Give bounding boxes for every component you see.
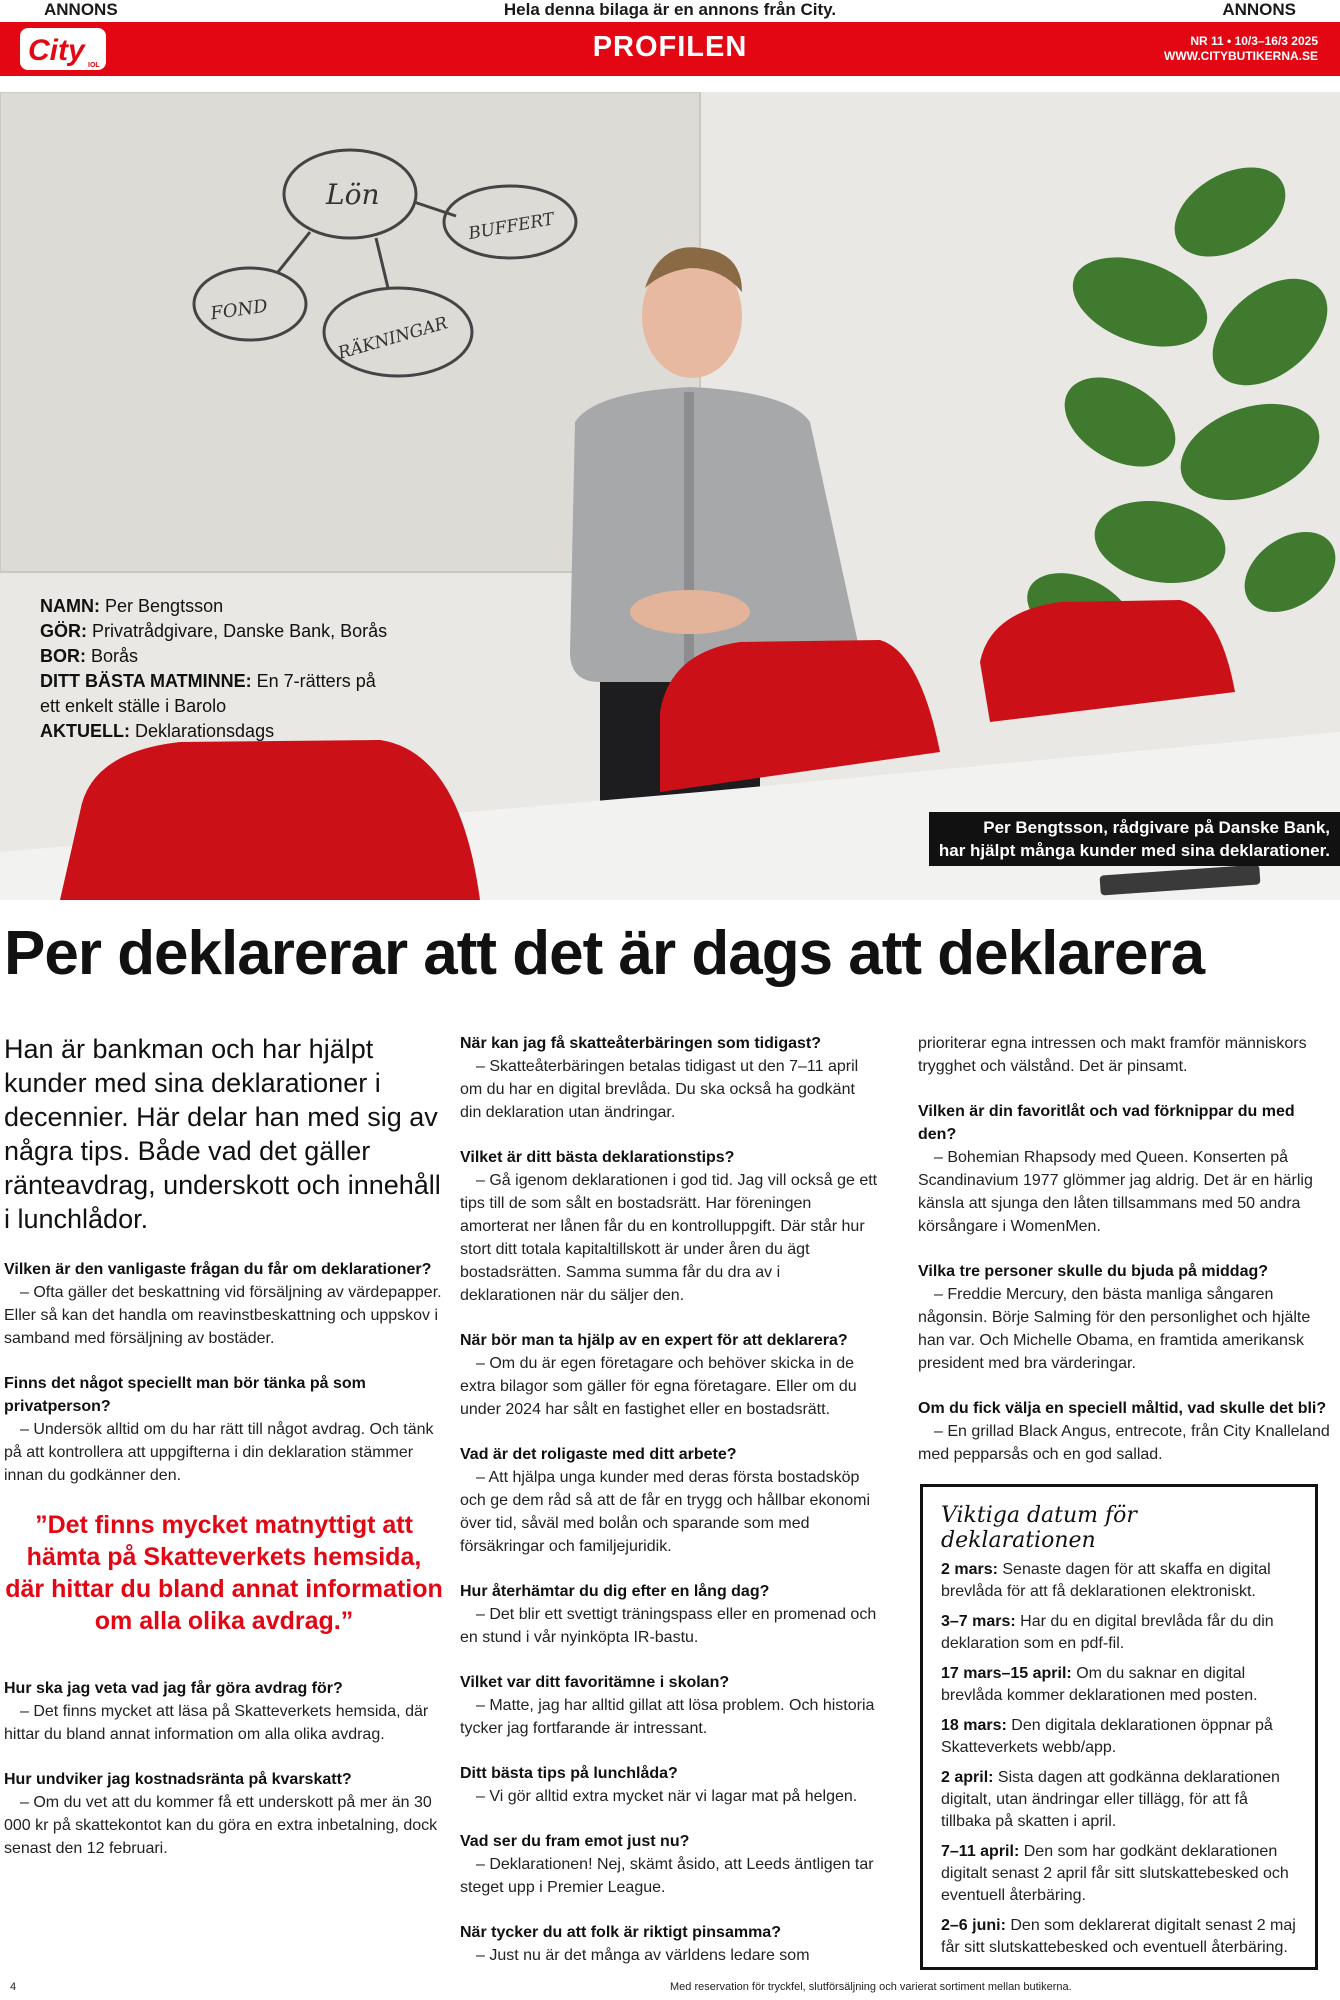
- qa-item: Vilken är den vanligaste frågan du får om deklarationer? – Ofta gäller det beskattning vid försäljning av värdepapper. Eller så kan det handla om reavinstbeskattning och uppskov i samband med försäljning av bostäder.: [4, 1261, 442, 1347]
- whiteboard-word-buffert: BUFFERT: [466, 209, 556, 245]
- col3-intro: prioriterar egna intressen och makt framför människors trygghet och välstånd. Det är pinsamt.: [918, 1035, 1307, 1075]
- qa-item: Vilka tre personer skulle du bjuda på middag? – Freddie Mercury, den bästa manliga sångaren någonsin. Börje Salming för den personlighet och hjälte han var. Och Michelle Obama, en framtida amerikansk president med bra värderingar.: [918, 1263, 1311, 1372]
- qa-item: Om du fick välja en speciell måltid, vad skulle det bli? – En grillad Black Angus, entrecote, från City Knalleland med pepparsås och en god sallad.: [918, 1400, 1330, 1463]
- important-dates-box: [920, 1484, 1318, 1970]
- column-1: [4, 1032, 444, 1882]
- whiteboard-word-lon: Lön: [326, 178, 380, 211]
- photo-illustration: [0, 92, 1340, 900]
- date-item: 2 mars: Senaste dagen för att skaffa en digital brevlåda för att få deklarationen elektroniskt.: [941, 1561, 1271, 1600]
- qa-item: Hur återhämtar du dig efter en lång dag? – Det blir ett svettigt träningspass eller en promenad och en stund i vår nyinköpta IR-bastu.: [460, 1583, 877, 1646]
- lead-paragraph: Han är bankman och har hjälpt kunder med sina deklarationer i decennier. Här delar han med sig av några tips. Både vad det gäller ränteavdrag, underskott och innehåll i lunchlådor.: [4, 1034, 441, 1234]
- fact-food-memory: DITT BÄSTA MATMINNE: En 7-rätters på: [40, 671, 376, 691]
- column-3: [918, 1032, 1336, 1488]
- fact-name: NAMN: Per Bengtsson: [40, 596, 224, 616]
- date-item: 2–6 juni: Den som deklarerat digitalt senast 2 maj får sitt slutskattebesked och eventuell återbäring.: [941, 1917, 1296, 1956]
- footer-disclaimer: Med reservation för tryckfel, slutförsäljning och varierat sortiment mellan butikerna.: [670, 1981, 1072, 1993]
- website-link[interactable]: WWW.CITYBUTIKERNA.SE: [1164, 49, 1318, 63]
- date-item: 18 mars: Den digitala deklarationen öppnar på Skatteverkets webb/app.: [941, 1717, 1273, 1756]
- headline: Per deklarerar att det är dags att deklarera: [4, 919, 1205, 988]
- top-strip: [0, 0, 1340, 22]
- hero-photo: [0, 92, 1340, 900]
- fact-box: [40, 594, 387, 744]
- qa-item: När kan jag få skatteåterbäringen som tidigast? – Skatteåterbäringen betalas tidigast ut den 7–11 april om du har en digital brevlåda. Du ska också ha godkänt din deklaration utan ändringar.: [460, 1035, 859, 1121]
- qa-item: När bör man ta hjälp av en expert för att deklarera? – Om du är egen företagare och behöver skicka in de extra bilagor som gäller för egna företagare. Eller om du under 2024 har sålt en fastighet eller en bostadsrätt.: [460, 1332, 857, 1418]
- fact-current: AKTUELL: Deklarationsdags: [40, 721, 275, 741]
- whiteboard-word-rakningar: RÄKNINGAR: [335, 313, 450, 364]
- logo-sub: IOL: [88, 62, 100, 69]
- whiteboard-word-fond: FOND: [209, 295, 269, 325]
- column-2: [460, 1032, 880, 1989]
- qa-item: Vilket var ditt favoritämne i skolan? – Matte, jag har alltid gillat att lösa problem. Och historia tycker jag fortfarande är intressant.: [460, 1674, 875, 1737]
- header-bar: [0, 22, 1340, 76]
- date-item: 3–7 mars: Har du en digital brevlåda får du din deklaration som en pdf-fil.: [941, 1613, 1274, 1652]
- photo-caption: Per Bengtsson, rådgivare på Danske Bank, har hjälpt många kunder med sina deklarationer.: [929, 812, 1340, 866]
- fact-job: GÖR: Privatrådgivare, Danske Bank, Borås: [40, 621, 388, 641]
- pull-quote: ”Det finns mycket matnyttigt att hämta på Skatteverkets hemsida, där hittar du bland annat information om alla olika avdrag.”: [5, 1511, 443, 1635]
- qa-item: När tycker du att folk är riktigt pinsamma? – Just nu är det många av världens ledare som: [460, 1924, 810, 1964]
- date-item: 7–11 april: Den som har godkänt deklarationen digitalt senast 2 april får sitt slutskattebesked och eventuell återbäring.: [941, 1843, 1289, 1904]
- qa-item: Hur undviker jag kostnadsränta på kvarskatt? – Om du vet att du kommer få ett underskott på mer än 30 000 kr på skattekontot kan du göra en extra inbetalning, dock senast den 12 februari.: [4, 1771, 438, 1857]
- fact-food-memory-cont: ett enkelt ställe i Barolo: [40, 696, 227, 716]
- annons-label-right: ANNONS: [1222, 0, 1296, 19]
- supplement-notice: Hela denna bilaga är en annons från City.: [503, 0, 837, 19]
- qa-item: Vilken är din favoritlåt och vad förknippar du med den? – Bohemian Rhapsody med Queen. Konserten på Scandinavium 1977 glömmer jag aldrig. Det är en härlig känsla att sjunga den låten tillsammans med 50 andra körsångare i WomenMen.: [918, 1103, 1313, 1235]
- issue-info: [1164, 34, 1318, 64]
- qa-item: Vad är det roligaste med ditt arbete? – Att hjälpa unga kunder med deras första bostadsköp och ge dem råd så att de får en trygg och hållbar ekonomi över tid, såväl med bolån och sparande som med försäkringar och familjejuridik.: [460, 1446, 871, 1555]
- date-item: 17 mars–15 april: Om du saknar en digital brevlåda kommer deklarationen med posten.: [941, 1665, 1258, 1704]
- qa-item: Ditt bästa tips på lunchlåda? – Vi gör alltid extra mycket när vi lagar mat på helgen.: [460, 1765, 858, 1805]
- issue-line: NR 11 • 10/3–16/3 2025: [1190, 34, 1318, 48]
- dates-box-title: Viktiga datum för deklarationen: [941, 1503, 1137, 1553]
- qa-item: Vad ser du fram emot just nu? – Deklarationen! Nej, skämt åsido, att Leeds äntligen tar steget upp i Premier League.: [460, 1833, 874, 1896]
- qa-item: Vilket är ditt bästa deklarationstips? – Gå igenom deklarationen i god tid. Jag vill också ge ett tips till de som sålt en bostadsrätt. Har föreningen amorterat ner lånen får du en kontrolluppgift. Där står hur stort ditt totala kapitaltillskott är under åren du ägt bostadsrätten. Samma summa får du dra av i deklarationen när du säljer den.: [460, 1149, 878, 1304]
- date-item: 2 april: Sista dagen att godkänna deklarationen digitalt, utan ändringar eller tillägg, för att få tillbaka på skatten i april.: [941, 1769, 1280, 1830]
- page-number: 4: [10, 1981, 17, 1993]
- logo-wordmark: City: [28, 34, 85, 67]
- fact-home: BOR: Borås: [40, 646, 139, 666]
- section-title: PROFILEN: [592, 31, 748, 63]
- qa-item: Hur ska jag veta vad jag får göra avdrag för? – Det finns mycket att läsa på Skatteverkets hemsida, där hittar du bland annat information om alla olika avdrag.: [4, 1680, 429, 1743]
- qa-item: Finns det något speciellt man bör tänka på som privatperson? – Undersök alltid om du har rätt till något avdrag. Och tänk på att kontrollera att uppgifterna i din deklaration stämmer innan du godkänner den.: [4, 1375, 434, 1484]
- annons-label-left: ANNONS: [44, 0, 118, 19]
